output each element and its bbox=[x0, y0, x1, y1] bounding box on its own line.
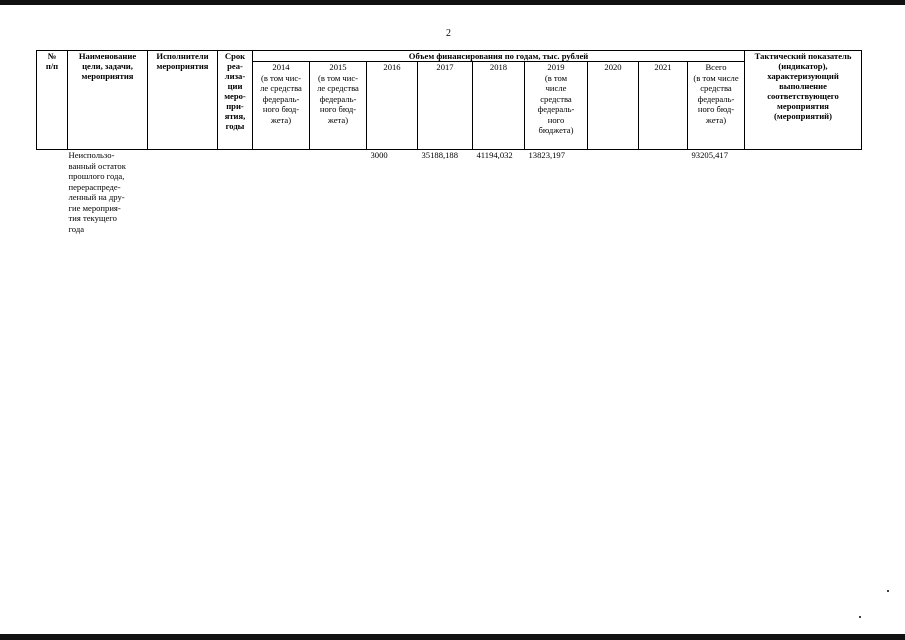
cell-2021 bbox=[639, 150, 688, 235]
header-year-2016: 2016 bbox=[367, 62, 418, 150]
cell-total: 93205,417 bbox=[688, 150, 745, 235]
cell-term bbox=[218, 150, 253, 235]
table-row bbox=[37, 150, 862, 235]
header-term: Срок реа- лиза- ции меро- при- ятия, годы bbox=[218, 51, 253, 150]
header-row-1 bbox=[37, 51, 862, 62]
header-year-2017: 2017 bbox=[418, 62, 473, 150]
cell-2018: 41194,032 bbox=[473, 150, 525, 235]
header-executors: Исполнители мероприятия bbox=[148, 51, 218, 150]
bottom-border-bar bbox=[0, 634, 905, 640]
header-name: Наименование цели, задачи, мероприятия bbox=[68, 51, 148, 150]
scan-speck bbox=[859, 616, 861, 618]
cell-no bbox=[37, 150, 68, 235]
header-year-2019: 2019 (в том числе средства федераль- ного бюджета) bbox=[525, 62, 588, 150]
cell-indicator bbox=[745, 150, 862, 235]
funding-table bbox=[36, 50, 862, 234]
cell-2020 bbox=[588, 150, 639, 235]
page-number: 2 bbox=[446, 28, 451, 39]
header-year-2014: 2014 (в том чис- ле средства федераль- ного бюд- жета) bbox=[253, 62, 310, 150]
top-border-bar bbox=[0, 0, 905, 5]
cell-2019: 13823,197 bbox=[525, 150, 588, 235]
header-funding: Объем финансирования по годам, тыс. рублей bbox=[253, 51, 745, 62]
scan-speck bbox=[887, 590, 889, 592]
header-year-2015: 2015 (в том чис- ле средства федераль- ного бюд- жета) bbox=[310, 62, 367, 150]
cell-2014 bbox=[253, 150, 310, 235]
cell-executors bbox=[148, 150, 218, 235]
cell-2015 bbox=[310, 150, 367, 235]
cell-name: Неиспользо- ванный остаток прошлого года, перераспреде- ленный на дру- гие мероприя- тия текущего года bbox=[68, 150, 148, 235]
header-year-2021: 2021 bbox=[639, 62, 688, 150]
cell-2017: 35188,188 bbox=[418, 150, 473, 235]
header-indicator: Тактический показатель (индикатор), характеризующий выполнение соответствующего мероприятия (мероприятий) bbox=[745, 51, 862, 150]
header-total: Всего (в том числе средства федераль- ного бюд- жета) bbox=[688, 62, 745, 150]
header-year-2018: 2018 bbox=[473, 62, 525, 150]
header-no: № п/п bbox=[37, 51, 68, 150]
header-year-2020: 2020 bbox=[588, 62, 639, 150]
cell-2016: 3000 bbox=[367, 150, 418, 235]
